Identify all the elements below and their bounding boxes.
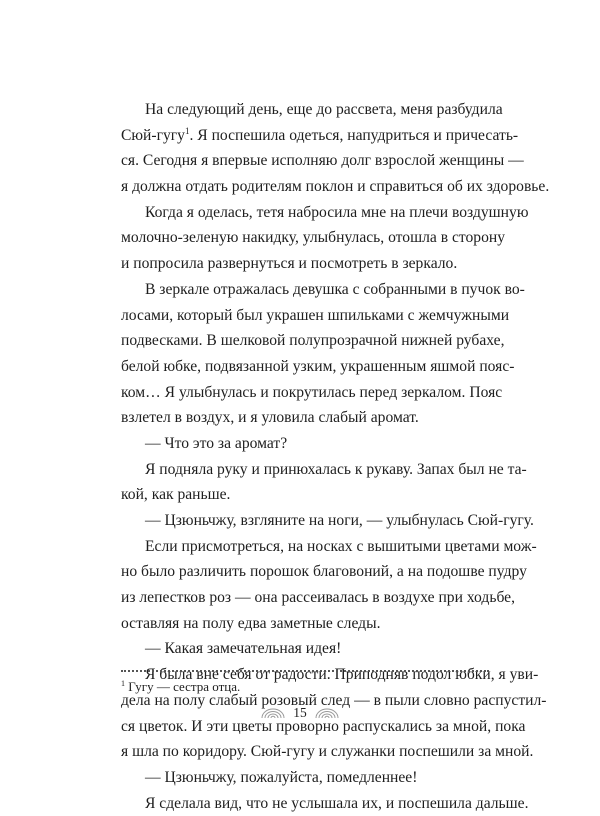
footnote-marker: 1 bbox=[121, 679, 125, 688]
text-line: — Цзюньчжу, пожалуйста, помедленнее! bbox=[145, 768, 418, 786]
text-line: Я сделала вид, что не услышала их, и поспешила дальше. bbox=[145, 794, 529, 812]
text-line: подвесками. В шелковой полупрозрачной нижней рубахе, bbox=[121, 332, 505, 350]
text-line: Я подняла руку и принюхалась к рукаву. Запах был не та- bbox=[145, 460, 527, 478]
text-line: но было различить порошок благовоний, а на подошве пудру bbox=[121, 563, 527, 581]
page-number: 15 bbox=[293, 705, 307, 720]
text-line: белой юбке, подвязанной узким, украшенным яшмой пояс- bbox=[121, 357, 515, 375]
text-line: молочно-зеленую накидку, улыбнулась, отошла в сторону bbox=[121, 229, 506, 247]
text-line: Когда я оделась, тетя набросила мне на плечи воздушную bbox=[145, 203, 529, 221]
footnote-reference[interactable]: 1 bbox=[184, 125, 190, 136]
footnote-text: Гугу — сестра отца. bbox=[125, 679, 241, 694]
text-line: из лепестков роз — она рассеивалась в воздухе при ходьбе, bbox=[121, 589, 515, 607]
arches-ornament-icon bbox=[314, 707, 340, 719]
footnote bbox=[121, 679, 240, 695]
text-line: ся цветок. И эти цветы проворно распускались за мной, пока bbox=[121, 717, 526, 735]
text-line: — Что это за аромат? bbox=[145, 434, 288, 452]
page-footer bbox=[0, 703, 600, 723]
text-line: — Какая замечательная идея! bbox=[145, 640, 342, 658]
text-line: я шла по коридору. Сюй-гугу и служанки поспешили за мной. bbox=[121, 743, 534, 761]
text-line: и попросила развернуться и посмотреть в зеркало. bbox=[121, 255, 458, 273]
text-line: ком… Я улыбнулась и покрутилась перед зеркалом. Пояс bbox=[121, 383, 503, 401]
text-line: кой, как раньше. bbox=[121, 486, 231, 504]
text-line: ся. Сегодня я впервые исполняю долг взрослой женщины — bbox=[121, 152, 524, 170]
text-line: В зеркале отражалась девушка с собранными в пучок во- bbox=[145, 280, 525, 298]
text-line: Сюй-гугу$^1$. Я поспешила одеться, напудриться и причесать- bbox=[121, 125, 519, 144]
text-line: Если присмотреться, на носках с вышитыми цветами мож- bbox=[145, 537, 537, 555]
text-line: — Цзюньчжу, взгляните на ноги, — улыбнулась Сюй-гугу. bbox=[145, 512, 534, 529]
text-line: дела на полу слабый розовый след — в пыли словно распустил- bbox=[121, 691, 547, 709]
text-line: взлетел в воздух, и я уловила слабый аромат. bbox=[121, 409, 419, 427]
text-line: оставляя на полу едва заметные следы. bbox=[121, 614, 381, 632]
text-line: лосами, который был украшен шпильками с жемчужными bbox=[121, 306, 510, 324]
text-line: я должна отдать родителям поклон и справиться об их здоровье. bbox=[121, 178, 550, 196]
footnote-divider bbox=[121, 670, 489, 672]
text-line: Я была вне себя от радости. Приподняв подол юбки, я уви- bbox=[145, 666, 539, 684]
text-line: На следующий день, еще до рассвета, меня разбудила bbox=[145, 101, 503, 118]
arches-ornament-icon bbox=[260, 707, 286, 719]
